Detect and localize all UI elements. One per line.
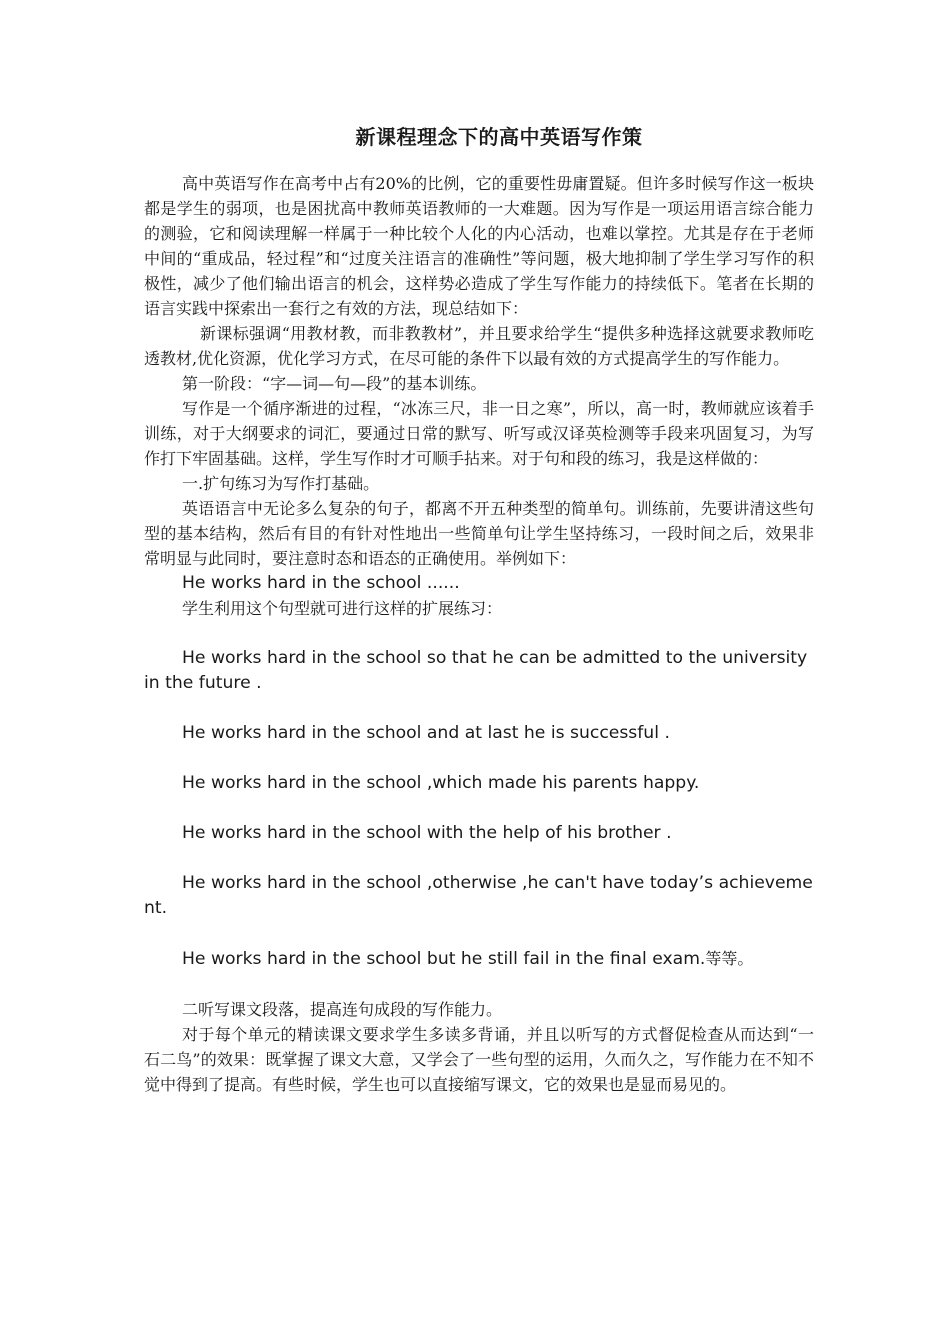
section-two-heading: 二听写课文段落，提高连句成段的写作能力。	[182, 1000, 503, 1019]
example-sentence-6	[144, 946, 814, 972]
example-sentence-5: He works hard in the school ,otherwise ,he can't have today’s achievement.	[144, 873, 813, 918]
spacer	[144, 921, 814, 946]
paragraph-dictation: 对于每个单元的精读课文要求学生多读多背诵，并且以听写的方式督促检查从而达到“一石二鸟”的效果：既掌握了课文大意，又学会了一些句型的运用，久而久之，写作能力在不知不觉中得到了提高。有些时候，学生也可以直接缩写课文，它的效果也是显而易见的。	[144, 1025, 814, 1094]
example-base-sentence: He works hard in the school ......	[182, 573, 460, 593]
paragraph-intro: 高中英语写作在高考中占有20%的比例，它的重要性毋庸置疑。但许多时候写作这一板块都是学生的弱项，也是困扰高中教师英语教师的一大难题。因为写作是一项运用语言综合能力的测验，它和阅读理解一样属于一种比较个人化的内心活动，也难以掌控。尤其是存在于老师中间的“重成品，轻过程”和“过度关注语言的准确性”等问题，极大地抑制了学生学习写作的积极性，减少了他们输出语言的机会，这样势必造成了学生写作能力的持续低下。笔者在长期的语言实践中探索出一套行之有效的方法，现总结如下：	[144, 174, 814, 318]
section-one-heading: 一.扩句练习为写作打基础。	[182, 474, 380, 493]
example-sentence-6-text: He works hard in the school but he still fail in the final exam.	[182, 949, 706, 969]
example-sentence-3: He works hard in the school ,which made his parents happy.	[182, 773, 700, 793]
example-sentence-6-suffix: 等等。	[705, 949, 754, 968]
example-sentence-2: He works hard in the school and at last he is successful .	[182, 723, 670, 743]
spacer	[144, 621, 814, 646]
example-sentence-1: He works hard in the school so that he can be admitted to the university in the future .	[144, 648, 808, 693]
spacer	[144, 696, 814, 721]
spacer	[144, 746, 814, 771]
example-intro: 学生利用这个句型就可进行这样的扩展练习：	[182, 599, 503, 618]
document-title: 新课程理念下的高中英语写作策	[355, 125, 643, 149]
spacer	[144, 972, 814, 997]
paragraph-stage-one: 第一阶段：“字—词—句—段”的基本训练。	[182, 374, 487, 393]
paragraph-process: 写作是一个循序渐进的过程，“冰冻三尺，非一日之寒”，所以，高一时，教师就应该着手训练，对于大纲要求的词汇，要通过日常的默写、听写或汉译英检测等手段来巩固复习，为写作打下牢固基础。这样，学生写作时才可顺手拈来。对于句和段的练习，我是这样做的：	[144, 399, 814, 468]
spacer	[144, 796, 814, 821]
example-sentence-4: He works hard in the school with the help of his brother .	[182, 823, 672, 843]
spacer	[144, 846, 814, 871]
paragraph-curriculum: 新课标强调“用教材教，而非教教材”，并且要求给学生“提供多种选择这就要求教师吃透教材,优化资源，优化学习方式，在尽可能的条件下以最有效的方式提高学生的写作能力。	[144, 324, 814, 368]
document-body	[144, 171, 814, 1097]
paragraph-five-types: 英语语言中无论多么复杂的句子，都离不开五种类型的简单句。训练前，先要讲清这些句型的基本结构，然后有目的有针对性地出一些简单句让学生坚持练习，一段时间之后，效果非常明显与此同时，要注意时态和语态的正确使用。举例如下：	[144, 499, 814, 568]
